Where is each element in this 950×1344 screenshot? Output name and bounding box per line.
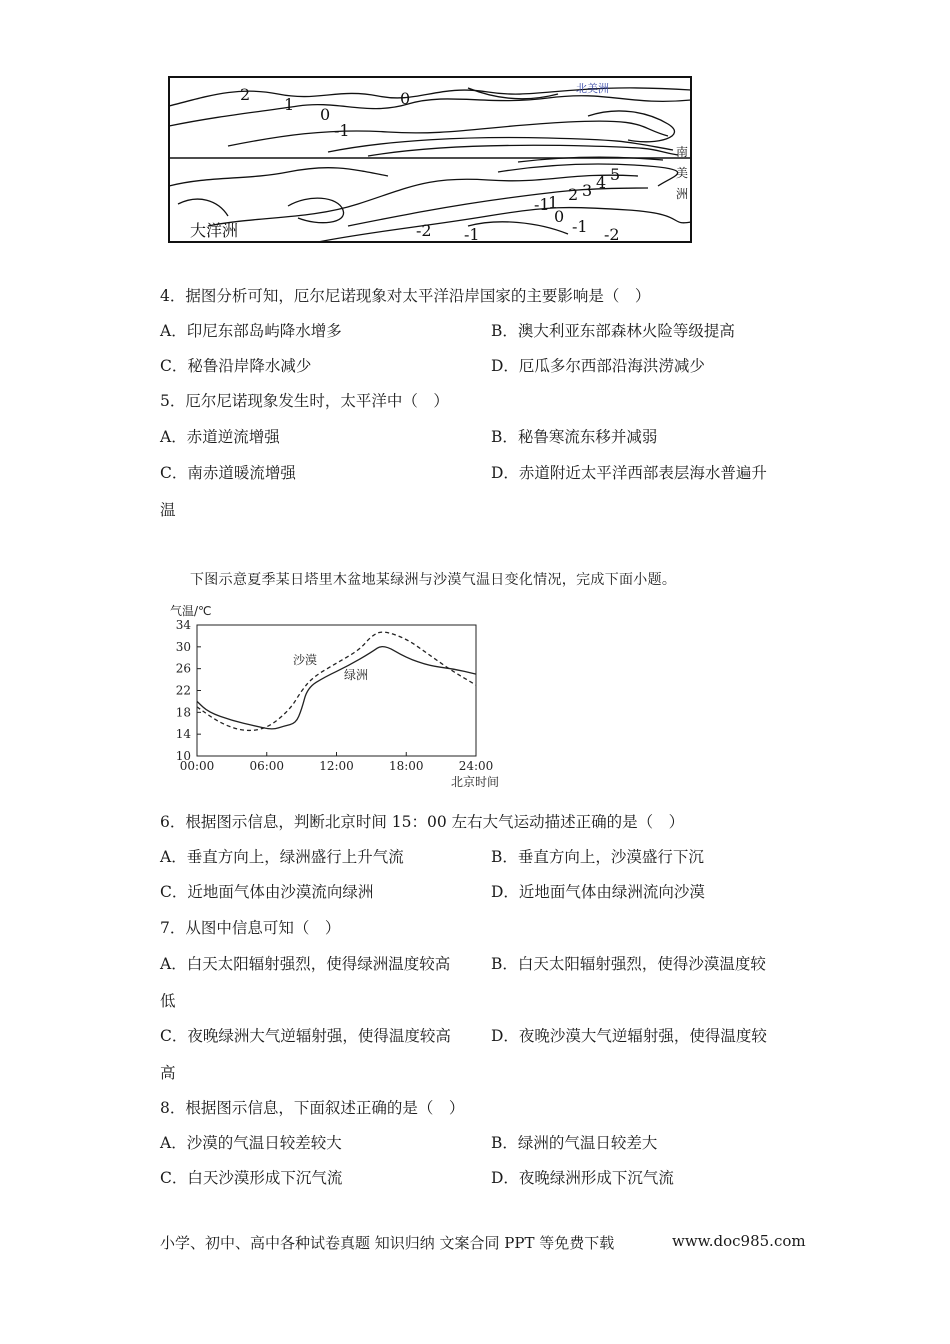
y-axis-label: 气温/℃ bbox=[170, 604, 212, 618]
contour-label: 4 bbox=[596, 173, 607, 192]
question-5-stem: 5．厄尔尼诺现象发生时，太平洋中（ ） bbox=[160, 392, 449, 410]
question-4-option-b[interactable]: B．澳大利亚东部森林火险等级提高 bbox=[491, 322, 735, 340]
series-line-desert bbox=[197, 632, 476, 730]
question-7-option-b[interactable]: B．白天太阳辐射强烈，使得沙漠温度较 bbox=[491, 955, 766, 973]
question-5-option-b[interactable]: B．秘鲁寒流东移并减弱 bbox=[491, 428, 658, 446]
y-tick-label: 26 bbox=[175, 661, 191, 676]
question-8-option-c[interactable]: C．白天沙漠形成下沉气流 bbox=[160, 1169, 343, 1187]
contour-label: -1 bbox=[534, 195, 550, 214]
question-6-stem: 6．根据图示信息，判断北京时间 15：00 左右大气运动描述正确的是（ ） bbox=[160, 813, 685, 831]
question-6-option-d[interactable]: D．近地面气体由绿洲流向沙漠 bbox=[491, 883, 705, 901]
x-tick-label: 24:00 bbox=[458, 759, 494, 773]
question-7-stem: 7．从图中信息可知（ ） bbox=[160, 919, 341, 937]
contour-label: 1 bbox=[284, 95, 295, 114]
contour-label: 2 bbox=[240, 85, 251, 104]
question-8-option-b[interactable]: B．绿洲的气温日较差大 bbox=[491, 1134, 658, 1152]
y-tick-label: 30 bbox=[175, 639, 191, 654]
y-tick-label: 18 bbox=[175, 705, 191, 720]
contour-label: 0 bbox=[554, 207, 565, 226]
x-tick-label: 00:00 bbox=[179, 759, 215, 773]
contour-label: 1 bbox=[548, 193, 559, 212]
question-4-option-c[interactable]: C．秘鲁沿岸降水减少 bbox=[160, 357, 312, 375]
contour-label: -1 bbox=[572, 217, 588, 236]
temperature-chart bbox=[160, 600, 500, 795]
footer-ad-text: 小学、初中、高中各种试卷真题 知识归纳 文案合同 PPT 等免费下载 bbox=[160, 1234, 615, 1252]
question-7-option-d-wrap: 高 bbox=[160, 1064, 176, 1082]
temperature-chart-svg bbox=[160, 600, 500, 795]
label-south-america-2: 美 bbox=[676, 166, 689, 180]
y-tick-label: 14 bbox=[175, 727, 191, 742]
footer-website-link[interactable]: www.doc985.com bbox=[672, 1232, 806, 1250]
question-7-option-b-wrap: 低 bbox=[160, 992, 176, 1010]
sst-anomaly-map-svg bbox=[168, 76, 692, 243]
contour-label: -2 bbox=[416, 221, 432, 240]
question-6-option-b[interactable]: B．垂直方向上，沙漠盛行下沉 bbox=[491, 848, 704, 866]
contour-label: 0 bbox=[320, 105, 331, 124]
plot-frame bbox=[197, 625, 476, 756]
x-tick-label: 18:00 bbox=[388, 759, 424, 773]
question-4-stem: 4．据图分析可知，厄尔尼诺现象对太平洋沿岸国家的主要影响是（ ） bbox=[160, 287, 651, 305]
series-label-desert: 沙漠 bbox=[293, 653, 318, 667]
question-6-option-c[interactable]: C．近地面气体由沙漠流向绿洲 bbox=[160, 883, 374, 901]
label-oceania: 大洋洲 bbox=[190, 221, 239, 240]
label-south-america-3: 洲 bbox=[676, 187, 689, 201]
contour-label: -1 bbox=[464, 225, 480, 244]
question-4-option-a[interactable]: A．印尼东部岛屿降水增多 bbox=[160, 322, 342, 340]
sst-anomaly-map bbox=[168, 76, 692, 243]
contour-label: 2 bbox=[568, 185, 579, 204]
question-5-option-a[interactable]: A．赤道逆流增强 bbox=[160, 428, 280, 446]
question-7-option-d[interactable]: D．夜晚沙漠大气逆辐射强，使得温度较 bbox=[491, 1027, 767, 1045]
label-south-america-1: 南 bbox=[676, 145, 689, 159]
contour-label: -2 bbox=[604, 225, 620, 244]
y-tick-label: 22 bbox=[175, 683, 191, 698]
x-tick-label: 12:00 bbox=[319, 759, 354, 773]
contour-label: 0 bbox=[400, 89, 411, 108]
question-5-option-d-wrap: 温 bbox=[160, 501, 176, 519]
y-tick-label: 34 bbox=[175, 618, 191, 632]
question-4-option-d[interactable]: D．厄瓜多尔西部沿海洪涝减少 bbox=[491, 357, 705, 375]
x-tick-label: 06:00 bbox=[249, 759, 285, 773]
y-tick-label: 10 bbox=[175, 749, 191, 763]
question-5-option-d[interactable]: D．赤道附近太平洋西部表层海水普遍升 bbox=[491, 464, 767, 482]
contour-label: 3 bbox=[582, 181, 593, 200]
question-8-stem: 8．根据图示信息，下面叙述正确的是（ ） bbox=[160, 1099, 465, 1117]
question-7-option-c[interactable]: C．夜晚绿洲大气逆辐射强，使得温度较高 bbox=[160, 1027, 451, 1045]
question-6-option-a[interactable]: A．垂直方向上，绿洲盛行上升气流 bbox=[160, 848, 404, 866]
label-north-america: 北美洲 bbox=[576, 82, 609, 95]
contour-label: -1 bbox=[334, 121, 350, 140]
question-8-option-d[interactable]: D．夜晚绿洲形成下沉气流 bbox=[491, 1169, 674, 1187]
question-8-option-a[interactable]: A．沙漠的气温日较差较大 bbox=[160, 1134, 342, 1152]
question-7-option-a[interactable]: A．白天太阳辐射强烈，使得绿洲温度较高 bbox=[160, 955, 451, 973]
contour-label: 5 bbox=[610, 165, 621, 184]
series-label-oasis: 绿洲 bbox=[344, 668, 369, 682]
x-axis-label: 北京时间 bbox=[451, 775, 500, 789]
question-5-option-c[interactable]: C．南赤道暖流增强 bbox=[160, 464, 296, 482]
chart-intro-text: 下图示意夏季某日塔里木盆地某绿洲与沙漠气温日变化情况，完成下面小题。 bbox=[190, 572, 677, 588]
